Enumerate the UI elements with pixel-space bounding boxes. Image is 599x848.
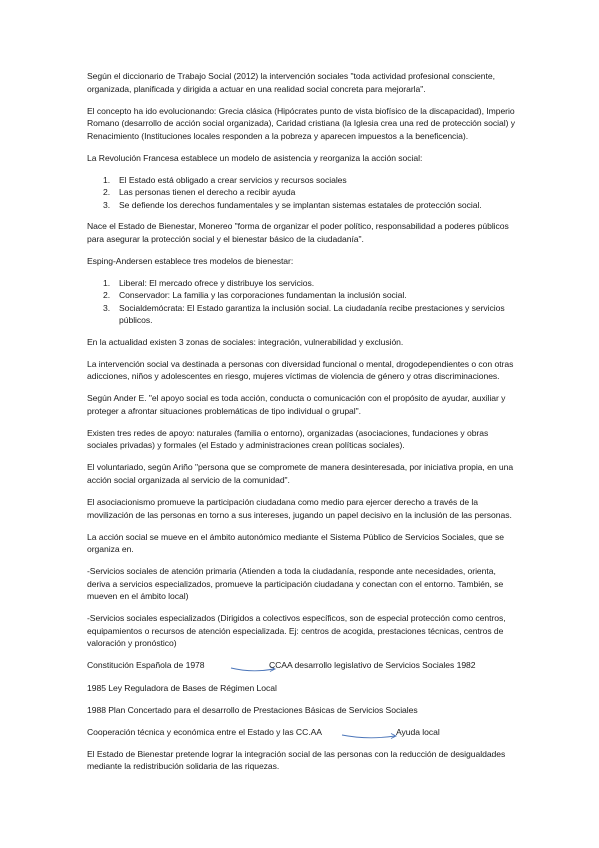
arrow-right-icon <box>341 731 399 741</box>
paragraph-volunteering: El voluntariado, según Ariño "persona que se compromete de manera desinteresada, por iniciativa propia, en una acción social organizada al servicio de la comunidad". <box>87 462 514 485</box>
cooperation-text: Cooperación técnica y económica entre el Estado y las CC.AA <box>87 726 322 737</box>
ccaa-development-text: CCAA desarrollo legislativo de Servicios Sociales 1982 <box>269 660 476 671</box>
legislation-constitution-row <box>87 659 519 672</box>
list-item: 2. Conservador: La familia y las corporaciones fundamentan la inclusión social. <box>103 290 407 301</box>
list-item: 3. Socialdemócrata: El Estado garantiza la inclusión social. La ciudadanía recibe prestaciones y servicios públicos. <box>103 302 505 326</box>
paragraph-public-system: La acción social se mueve en el ámbito autonómico mediante el Sistema Público de Servicios Sociales, que se organiza en. <box>87 531 504 555</box>
paragraph-revolution: La Revolución Francesa establece un modelo de asistencia y reorganiza la acción social: <box>87 152 423 163</box>
paragraph-associationism: El asociacionismo promueve la participación ciudadana como medio para ejercer derecho a través de la movilización de las personas en torno a sus intereses, jugando un papel decisivo en la inclusión de las personas. <box>87 496 512 520</box>
paragraph-welfare-state: Nace el Estado de Bienestar, Monereo "forma de organizar el poder político, responsabilidad a poderes públicos para asegurar la protección social y el bienestar básico de la ciudadanía". <box>87 221 509 244</box>
list-item: 1. El Estado está obligado a crear servicios y recursos sociales <box>103 174 347 185</box>
paragraph-welfare-goal: El Estado de Bienestar pretende lograr la integración social de las personas con la reducción de desigualdades mediante la redistribución solidaria de las riquezas. <box>87 748 506 772</box>
paragraph-primary-services: -Servicios sociales de atención primaria (Atienden a toda la ciudadanía, responde ante necesidades, orienta, deriva a servicios especializados, promueve la participación ciudadana y conectan con el entorno. También, se mueven en el ámbito local) <box>87 566 504 602</box>
paragraph-esping-andersen: Esping-Andersen establece tres modelos de bienestar: <box>87 255 294 266</box>
paragraph-zones: En la actualidad existen 3 zonas de sociales: integración, vulnerabilidad y exclusión. <box>87 336 404 347</box>
list-item: 2. Las personas tienen el derecho a recibir ayuda <box>103 187 296 198</box>
local-aid-text: Ayuda local <box>396 726 440 737</box>
welfare-models-list <box>87 277 519 327</box>
constitution-text: Constitución Española de 1978 <box>87 660 205 671</box>
list-item: 1. Liberal: El mercado ofrece y distribuye los servicios. <box>103 277 315 288</box>
list-item: 3. Se defiende los derechos fundamentales y se implantan sistemas estatales de protección social. <box>103 199 482 210</box>
revolution-list <box>87 174 519 212</box>
legislation-cooperation-row <box>87 726 519 739</box>
law-1985-text: 1985 Ley Reguladora de Bases de Régimen Local <box>87 682 277 693</box>
paragraph-social-support: Según Ander E. "el apoyo social es toda acción, conducta o comunicación con el propósito de ayudar, auxiliar y proteger a afrontar situaciones problemáticas de tipo individual o grupal". <box>87 393 506 416</box>
paragraph-target-groups: La intervención social va destinada a personas con diversidad funcional o mental, drogodependientes o con otras adicciones, niños y adolescentes en riesgo, mujeres víctimas de violencia de género y otras discriminaciones. <box>87 358 514 382</box>
paragraph-support-networks: Existen tres redes de apoyo: naturales (familia o entorno), organizadas (asociaciones, fundaciones y obras sociales privadas) y formales (el Estado y administraciones crean políticas sociales). <box>87 427 489 451</box>
paragraph-definition: Según el diccionario de Trabajo Social (2012) la intervención sociales "toda actividad profesional consciente, organizada, planificada y dirigida a actuar en una realidad social concreta para mejorarla". <box>87 71 495 94</box>
paragraph-history: El concepto ha ido evolucionando: Grecia clásica (Hipócrates punto de vista biofísico de la discapacidad), Imperio Romano (desarrollo de acción social organizada), Caridad cristiana (la Iglesia crea una red de protección social) y Renacimiento (Instituciones locales responden a la pobreza y aparecen impuestos a la beneficencia). <box>87 105 515 141</box>
plan-1988-text: 1988 Plan Concertado para el desarrollo de Prestaciones Básicas de Servicios Sociales <box>87 704 418 715</box>
paragraph-specialized-services: -Servicios sociales especializados (Dirigidos a colectivos específicos, son de especial protección como centros, equipamientos o recursos de atención especializada. Ej: centros de acogida, prestaciones técnicas, centros de valoración y pronóstico) <box>87 613 506 649</box>
